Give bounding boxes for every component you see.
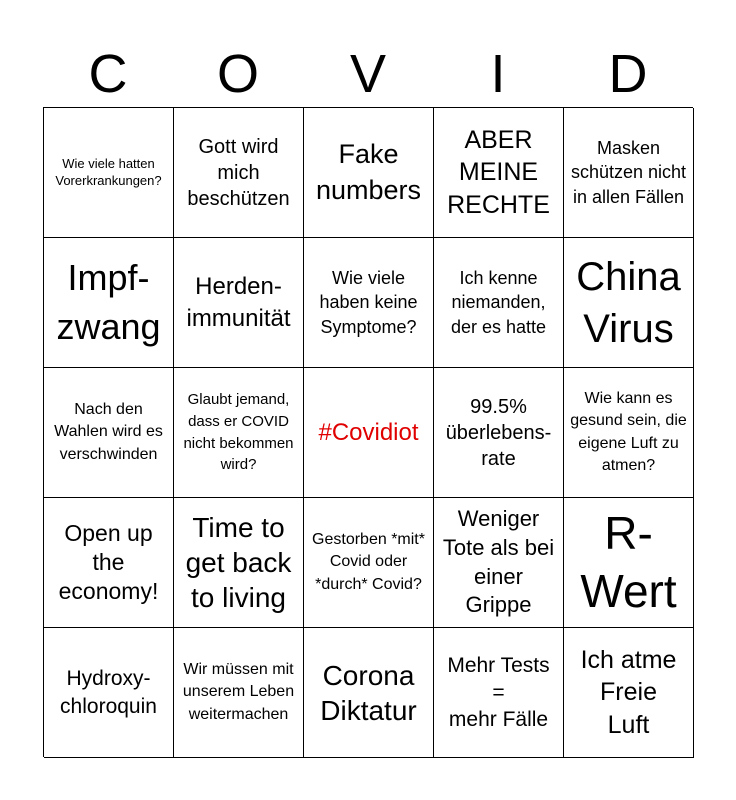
bingo-cell[interactable]: Nach den Wahlen wird es verschwinden	[44, 368, 174, 498]
bingo-cell[interactable]: Impf- zwang	[44, 238, 174, 368]
bingo-cell[interactable]: 99.5% überlebens- rate	[434, 368, 564, 498]
bingo-cell[interactable]: Wie viele hatten Vorerkrankungen?	[44, 108, 174, 238]
header-letter-d: D	[608, 44, 648, 104]
bingo-cell[interactable]: Weniger Tote als bei einer Grippe	[434, 498, 564, 628]
bingo-cell[interactable]: Gott wird mich beschützen	[174, 108, 304, 238]
bingo-cell[interactable]: Corona Diktatur	[304, 628, 434, 758]
bingo-cell[interactable]: #Covidiot	[304, 368, 434, 498]
bingo-cell[interactable]: Masken schützen nicht in allen Fällen	[564, 108, 694, 238]
bingo-cell[interactable]: Glaubt jemand, dass er COVID nicht bekommen wird?	[174, 368, 304, 498]
bingo-cell[interactable]: R- Wert	[564, 498, 694, 628]
bingo-cell[interactable]: China Virus	[564, 238, 694, 368]
bingo-cell[interactable]: Open up the economy!	[44, 498, 174, 628]
bingo-cell[interactable]: Herden- immunität	[174, 238, 304, 368]
bingo-header	[43, 40, 693, 108]
bingo-cell[interactable]: Wie viele haben keine Symptome?	[304, 238, 434, 368]
bingo-cell[interactable]: Ich kenne niemanden, der es hatte	[434, 238, 564, 368]
header-letter-v: V	[349, 44, 387, 104]
header-letter-i: I	[490, 44, 506, 104]
bingo-cell[interactable]: ABER MEINE RECHTE	[434, 108, 564, 238]
bingo-cell[interactable]: Time to get back to living	[174, 498, 304, 628]
header-letter-o: O	[216, 44, 259, 104]
bingo-cell[interactable]: Hydroxy- chloroquin	[44, 628, 174, 758]
bingo-cell[interactable]: Wir müssen mit unserem Leben weitermachen	[174, 628, 304, 758]
bingo-cell[interactable]: Wie kann es gesund sein, die eigene Luft zu atmen?	[564, 368, 694, 498]
bingo-cell[interactable]: Ich atme Freie Luft	[564, 628, 694, 758]
bingo-grid	[43, 107, 693, 757]
bingo-cell[interactable]: Gestorben *mit* Covid oder *durch* Covid?	[304, 498, 434, 628]
bingo-cell[interactable]: Fake numbers	[304, 108, 434, 238]
bingo-cell[interactable]: Mehr Tests = mehr Fälle	[434, 628, 564, 758]
header-letter-c: C	[88, 44, 128, 104]
